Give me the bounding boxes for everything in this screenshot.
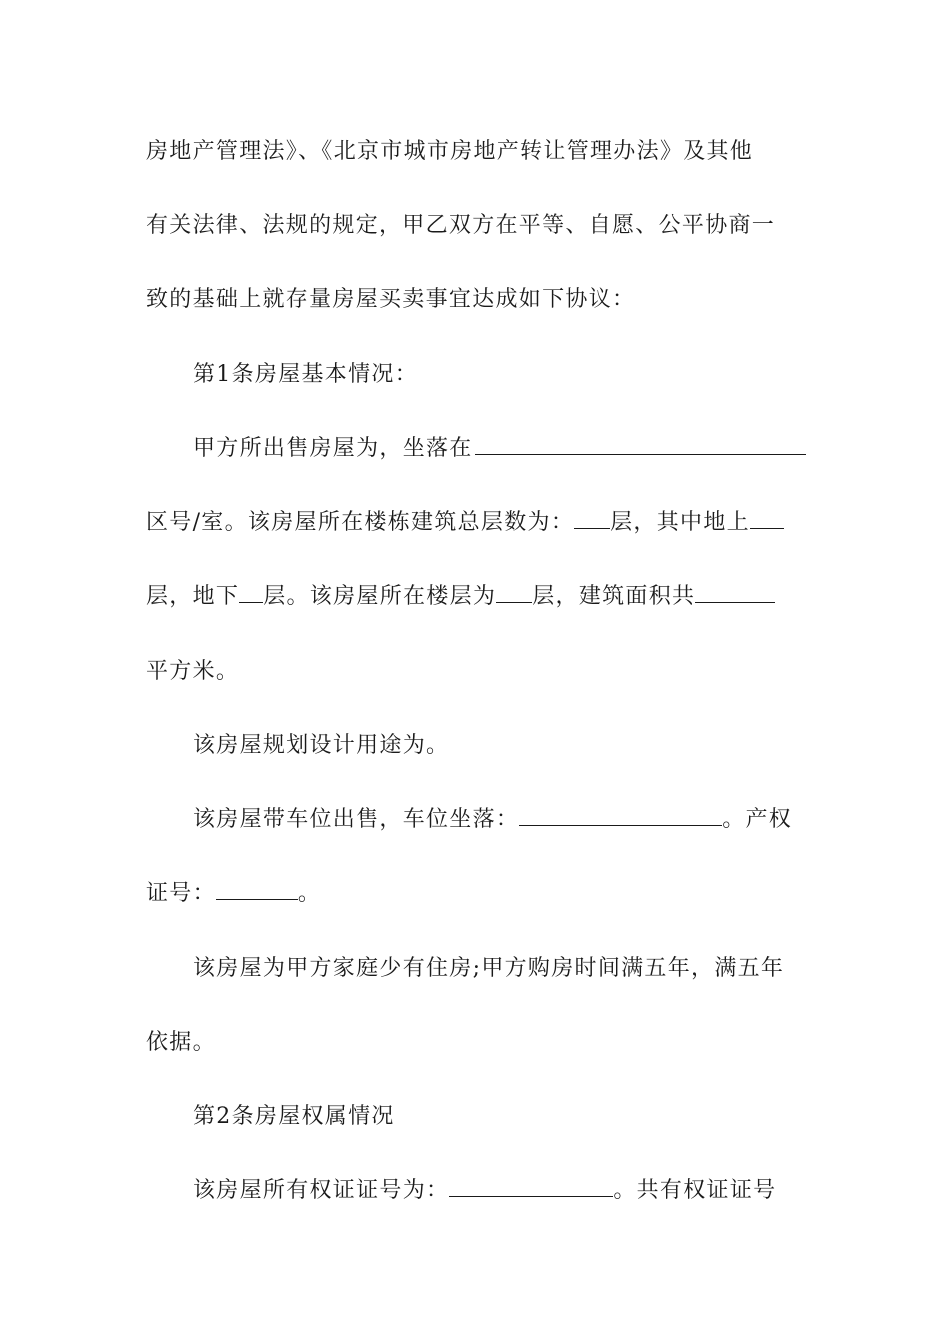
- text-line: 致的基础上就存量房屋买卖事宜达成如下协议：: [146, 287, 636, 312]
- parking-line-2: [146, 879, 806, 909]
- location-line: [193, 434, 806, 464]
- text-segment: 层。该房屋所在楼层为: [263, 584, 497, 609]
- parking-line-1: [193, 805, 806, 835]
- text-line: 依据。: [146, 1030, 216, 1055]
- text-segment: 。: [297, 881, 322, 906]
- cert-line: [193, 1176, 806, 1206]
- text-segment: 。共有权证证号: [613, 1178, 777, 1203]
- parking-location-blank[interactable]: [519, 806, 722, 826]
- total-floors-blank[interactable]: [574, 509, 610, 529]
- text-line: 房地产管理法》、《北京市城市房地产转让管理办法》及其他: [146, 139, 754, 164]
- floors-line-2: [146, 582, 806, 612]
- text-line: 平方米。: [146, 659, 240, 684]
- text-segment: 层，其中地上: [610, 510, 750, 535]
- text-line: 有关法律、法规的规定，甲乙双方在平等、自愿、公平协商一: [146, 213, 776, 238]
- text-segment: 。产权: [722, 807, 793, 832]
- text-segment: 该房屋带车位出售，车位坐落：: [193, 807, 520, 832]
- location-label: 甲方所出售房屋为，坐落在: [193, 436, 473, 461]
- article-2-heading: 第2条房屋权属情况: [193, 1104, 395, 1129]
- text-segment: 层，地下: [146, 584, 240, 609]
- floor-level-blank[interactable]: [496, 583, 532, 603]
- text-segment: 区号/室。该房屋所在楼栋建筑总层数为：: [146, 510, 575, 535]
- parking-cert-blank[interactable]: [216, 880, 298, 900]
- ownership-cert-blank[interactable]: [449, 1177, 613, 1197]
- floor-area-blank[interactable]: [695, 583, 775, 603]
- usage-line: 该房屋规划设计用途为。: [193, 733, 450, 758]
- text-segment: 该房屋所有权证证号为：: [193, 1178, 450, 1203]
- text-segment: 层，建筑面积共: [532, 584, 696, 609]
- location-blank[interactable]: [475, 435, 806, 455]
- above-ground-floors-blank[interactable]: [750, 509, 784, 529]
- text-line: 该房屋为甲方家庭少有住房;甲方购房时间满五年，满五年: [193, 956, 785, 981]
- underground-floors-blank[interactable]: [239, 583, 263, 603]
- floors-line-1: [146, 508, 806, 538]
- article-1-heading: 第1条房屋基本情况：: [193, 362, 418, 387]
- text-segment: 证号：: [146, 881, 216, 906]
